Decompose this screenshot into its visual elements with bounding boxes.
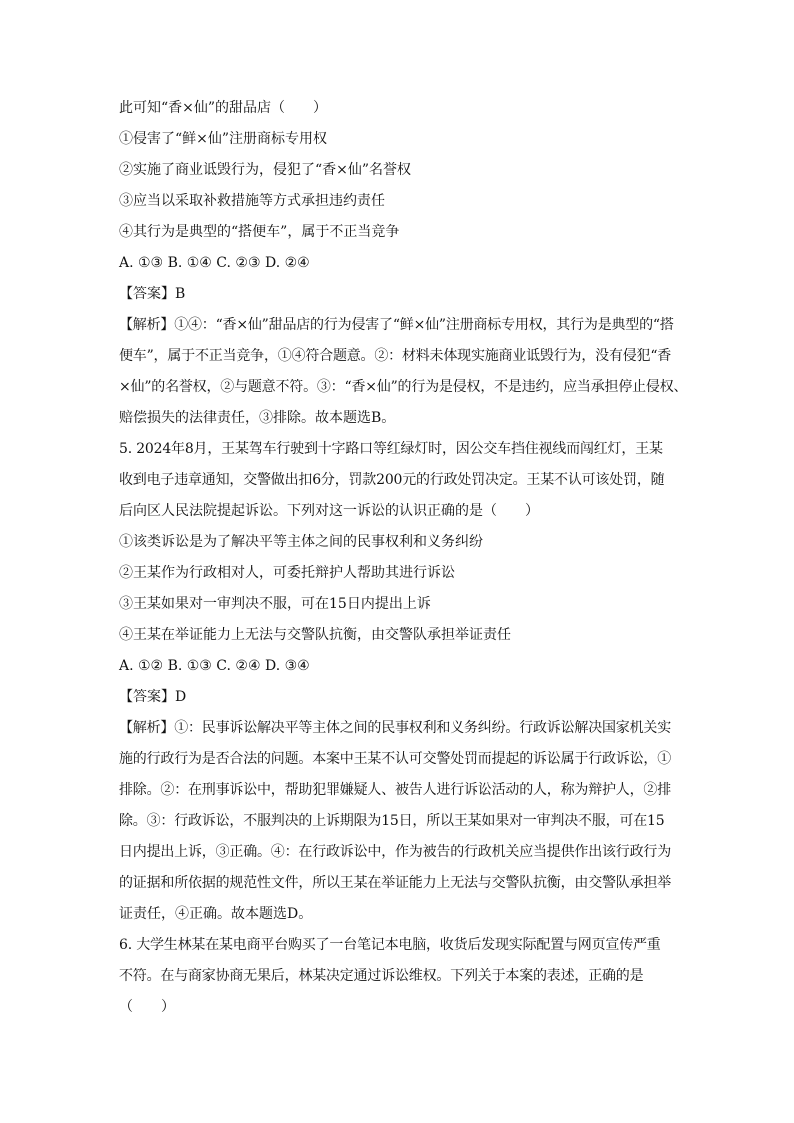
- q5-option-3: ③王某如果对一审判决不服，可在15日内提出上诉: [119, 596, 431, 612]
- q4-stem-tail: 此可知“香×仙”的甜品店（ ）: [119, 100, 328, 116]
- page-content: [119, 97, 689, 1027]
- q5-option-1: ①该类诉讼是为了解决平等主体之间的民事权利和义务纠纷: [119, 534, 483, 550]
- q4-analysis-line: 便车”，属于不正当竞争，①④符合题意。②：材料未体现实施商业诋毁行为，没有侵犯“香: [119, 348, 672, 364]
- q5-analysis-line: 的证据和所依据的规范性文件，所以王某在举证能力上无法与交警队抗衡，由交警队承担举: [119, 875, 671, 891]
- q6-stem-line: （ ）: [119, 999, 175, 1015]
- q4-analysis-line: 【解析】①④：“香×仙”甜品店的行为侵害了“鲜×仙”注册商标专用权，其行为是典型的“搭: [119, 317, 674, 333]
- q5-analysis-line: 日内提出上诉，③正确。④：在行政诉讼中，作为被告的行政机关应当提供作出该行政行为: [119, 844, 671, 860]
- q5-stem-line: 5. 2024年8月，王某驾车行驶到十字路口等红绿灯时，因公交车挡住视线而闯红灯，王某: [119, 441, 663, 457]
- q5-analysis-line: 排除。②：在刑事诉讼中，帮助犯罪嫌疑人、被告人进行诉讼活动的人，称为辩护人，②排: [119, 782, 671, 798]
- q5-option-4: ④王某在举证能力上无法与交警队抗衡，由交警队承担举证责任: [119, 627, 511, 643]
- q5-answer: 【答案】D: [119, 689, 187, 705]
- q5-stem: [119, 438, 689, 522]
- q5-analysis-line: 施的行政行为是否合法的问题。本案中王某不认可交警处罚而提起的诉讼属于行政诉讼，①: [119, 751, 671, 767]
- q4-option-3: ③应当以采取补救措施等方式承担违约责任: [119, 193, 385, 209]
- q4-option-2: ②实施了商业诋毁行为，侵犯了“香×仙”名誉权: [119, 162, 412, 178]
- q6-stem: [119, 934, 689, 1018]
- q5-analysis-line: 证责任，④正确。故本题选D。: [119, 906, 313, 922]
- q4-analysis-line: ×仙”的名誉权，②与题意不符。③：“香×仙”的行为是侵权，不是违约，应当承担停止侵权、: [119, 379, 688, 395]
- q4-choices: A. ①③ B. ①④ C. ②③ D. ②④: [119, 255, 310, 271]
- q6-stem-line: 6. 大学生林某在某电商平台购买了一台笔记本电脑，收货后发现实际配置与网页宣传严重: [119, 937, 661, 953]
- q5-analysis-line: 【解析】①：民事诉讼解决平等主体之间的民事权利和义务纠纷。行政诉讼解决国家机关实: [119, 720, 671, 736]
- q4-analysis: [119, 314, 689, 429]
- q4-analysis-line: 赔偿损失的法律责任，③排除。故本题选B。: [119, 410, 396, 426]
- q5-option-2: ②王某作为行政相对人，可委托辩护人帮助其进行诉讼: [119, 565, 455, 581]
- q5-analysis: [119, 717, 689, 925]
- q4-option-1: ①侵害了“鲜×仙”注册商标专用权: [119, 131, 328, 147]
- q5-analysis-line: 除。③：行政诉讼，不服判决的上诉期限为15日，所以王某如果对一审判决不服，可在15: [119, 813, 665, 829]
- q5-choices: A. ①② B. ①③ C. ②④ D. ③④: [119, 658, 310, 674]
- q5-stem-line: 后向区人民法院提起诉讼。下列对这一诉讼的认识正确的是（ ）: [119, 503, 539, 519]
- q5-stem-line: 收到电子违章通知，交警做出扣6分，罚款200元的行政处罚决定。王某不认可该处罚，随: [119, 472, 665, 488]
- q6-stem-line: 不符。在与商家协商无果后，林某决定通过诉讼维权。下列关于本案的表述，正确的是: [119, 968, 644, 984]
- q4-option-4: ④其行为是典型的“搭便车”，属于不正当竞争: [119, 224, 400, 240]
- q4-answer: 【答案】B: [119, 286, 186, 302]
